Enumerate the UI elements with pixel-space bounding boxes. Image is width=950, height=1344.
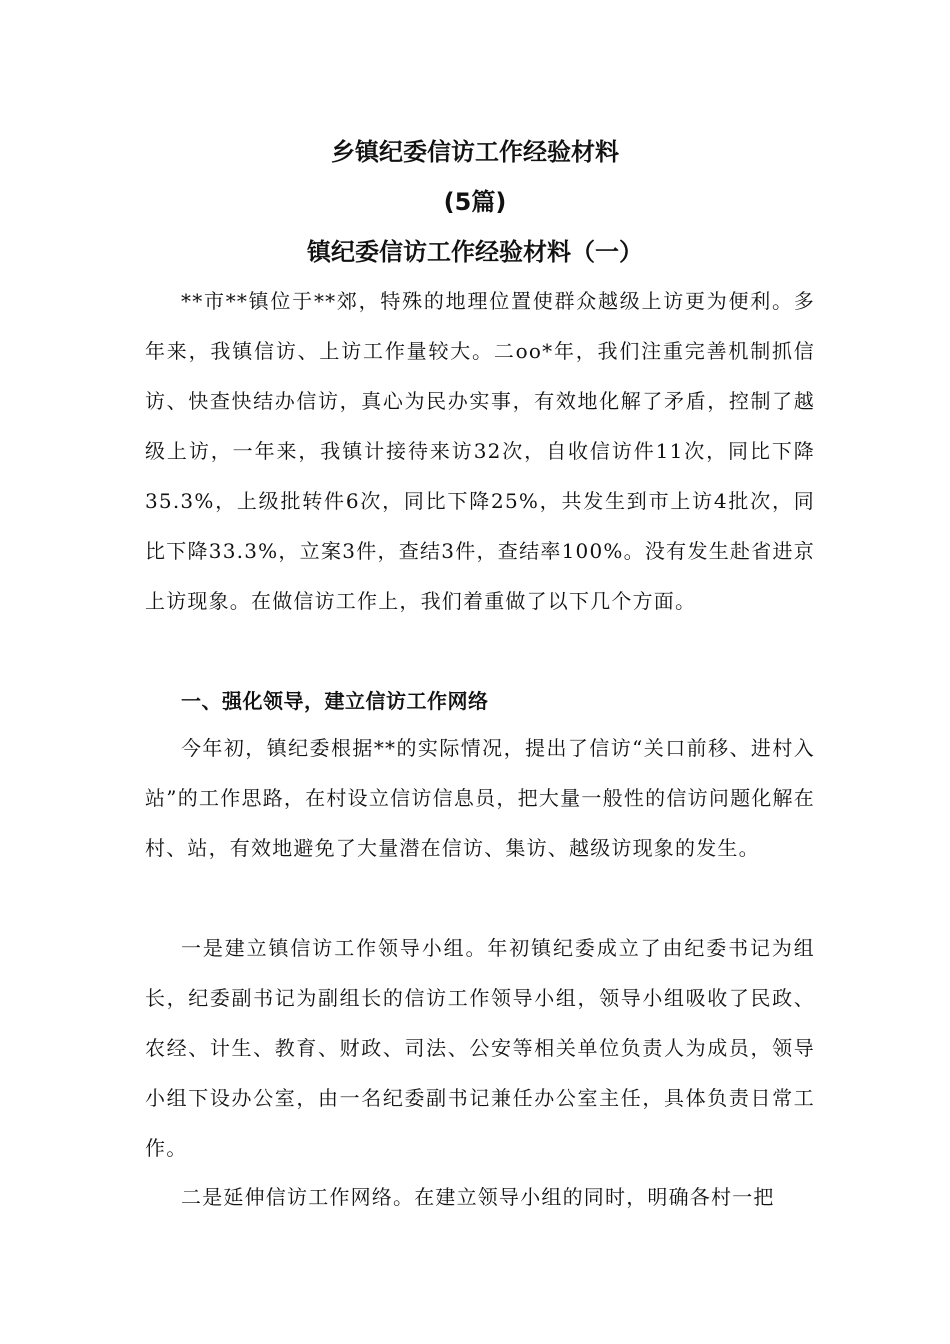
section-heading-1: 一、强化领导，建立信访工作网络 xyxy=(181,689,489,713)
body-paragraph-4: 二是延伸信访工作网络。在建立领导小组的同时，明确各村一把 xyxy=(181,1185,775,1209)
document-subtitle: (5篇) xyxy=(443,188,507,216)
body-paragraph-3: 一是建立镇信访工作领导小组。年初镇纪委成立了由纪委书记为组长，纪委副书记为副组长的信访工作领导小组，领导小组吸收了民政、农经、计生、教育、财政、司法、公安等相关单位负责人为成员，领导小组下设办公室，由一名纪委副书记兼任办公室主任，具体负责日常工作。 xyxy=(145,936,815,1160)
document-title: 乡镇纪委信访工作经验材料 xyxy=(331,138,619,166)
section-title: 镇纪委信访工作经验材料（一） xyxy=(307,238,643,266)
intro-paragraph: **市**镇位于**郊，特殊的地理位置使群众越级上访更为便利。多年来，我镇信访、上访工作量较大。二oo*年，我们注重完善机制抓信访、快查快结办信访，真心为民办实事，有效地化解了矛盾，控制了越级上访，一年来，我镇计接待来访32次，自收信访件11次，同比下降35.3%，上级批转件6次，同比下降25%，共发生到市上访4批次，同比下降33.3%，立案3件，查结3件，查结率100%。没有发生赴省进京上访现象。在做信访工作上，我们着重做了以下几个方面。 xyxy=(145,289,815,613)
body-paragraph-2: 今年初，镇纪委根据**的实际情况，提出了信访“关口前移、进村入站”的工作思路，在村设立信访信息员，把大量一般性的信访问题化解在村、站，有效地避免了大量潜在信访、集访、越级访现象的发生。 xyxy=(145,736,815,860)
